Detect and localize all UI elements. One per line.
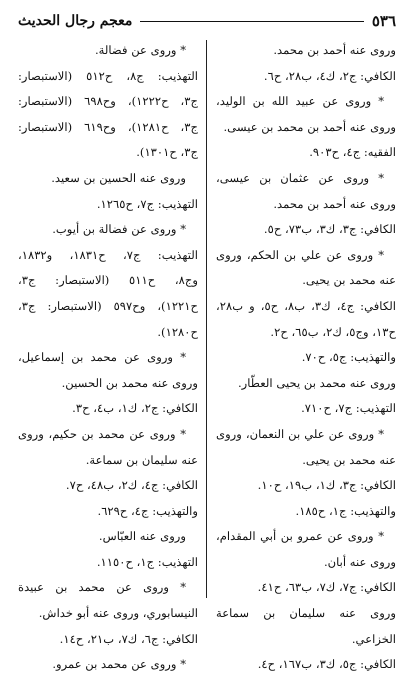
header-rule [140,21,363,22]
entry-line: وروى عنه محمد بن الحسين. [61,375,198,390]
entry-line: * وروى عن علي بن النعمان، وروى [216,426,384,441]
entry-line: * وروى عن محمد بن عبيدة [18,580,186,595]
entry-line: النيسابوري، وروى عنه أبو خداش. [38,606,198,621]
entry-line: الخزاعي. [351,631,396,646]
entry-line: وج٨، ح٥١١ (الاستبصار: ج٣، [18,273,198,288]
entry-line: * وروى عن عمرو بن أبي المقدام، [216,529,384,544]
entry-line: الكافي: ج٣، ك٣، ب٧٣، ح٥. [263,222,396,237]
entry-line: * وروى عن محمد بن عمرو. [52,657,186,672]
entry-line: التهذيب: ج٧، ح١٨٣١، و١٨٣٢، [18,247,198,262]
entry-line: ج٣، ح١٣٠١). [136,145,198,160]
entry-line: الكافي: ج٤، ك٢، ب٤٨، ح٧. [65,478,198,493]
page-number: ٥٣٦ [371,12,396,30]
left-column [18,38,198,672]
entry-line: الكافي: ج٦، ك٧، ب٢١، ح١٤. [59,631,198,646]
entry-line: الكافي: ج٣، ك١، ب١٩، ح١٠. [257,478,396,493]
entry-line: * وروى عن فضالة بن أيوب. [52,222,186,237]
entry-line: والتهذيب: ج٥، ح٧٠. [301,350,396,365]
entry-line: وروى عنه سليمان بن سماعة [216,606,396,621]
entry-line: وروى عنه العبّاس. [98,529,186,544]
entry-line: وروى عنه الحسين بن سعيد. [51,170,186,185]
entry-line: * وروى عن فضالة. [94,43,186,57]
entry-line: الكافي: ج٤، ك٣، ب٨، ح٥، و ب٢٨، [216,298,396,313]
right-column [216,38,396,672]
entry-line: ح١٢٢١)، وح٥٩٧ (الاستبصار: ج٣، [18,298,198,313]
entry-line: التهذيب: ج٧، ح١٢٦٥. [96,196,198,211]
entry-line: وروى عنه أحمد بن محمد بن عيسى. [223,119,396,134]
entry-line: الكافي: ج٢، ك١، ب٤، ح٣. [72,401,198,416]
entry-line: ح١٣، وج٥، ك٢، ب٦٥، ح٢. [270,324,396,339]
book-title: معجم رجال الحديث [18,13,133,29]
entry-line: * وروى عن عثمان بن عيسى، [216,170,384,185]
text-columns [18,38,396,672]
entry-line: ج٣، ح١٢٢٢)، وح٦٩٨ (الاستبصار: [18,94,198,109]
entry-line: وروى عنه أبان. [323,554,396,569]
entry-line: عنه سليمان بن سماعة. [85,452,198,467]
entry-line: * وروى عن عبيد الله بن الوليد، [216,94,384,109]
entry-line: ج٣، ح١٢٨١)، وح٦١٩ (الاستبصار: [18,119,198,134]
entry-line: والتهذيب: ج١، ح١٨٥. [295,503,396,518]
entry-line: ح١٢٨٠). [157,324,198,339]
entry-line: الكافي: ج٧، ك٧، ب٦٣، ح٤١. [257,580,396,595]
entry-line: والتهذيب: ج٤، ح٦٢٩. [97,503,198,518]
entry-line: الفقيه: ج٤، ح٩٠٣. [309,145,396,160]
entry-line: التهذيب: ج٨، ح٥١٢ (الاستبصار: [18,68,198,83]
column-divider [206,40,207,598]
entry-line: * وروى عن محمد بن حكيم، وروى [18,426,186,441]
entry-line: وروى عنه محمد بن يحيى العطّار. [237,375,396,390]
entry-line: وروى عنه أحمد بن محمد. [273,196,396,211]
entry-line: * وروى عن علي بن الحكم، وروى [216,247,384,262]
entry-line: الكافي: ج٥، ك٣، ب١٦٧، ح٤. [257,657,396,672]
entry-line: التهذيب: ج٧، ح٧١٠. [301,401,396,416]
entry-line: عنه محمد بن يحيى. [302,452,396,467]
entry-line: الكافي: ج٢، ك٤، ب٢٨، ح٦. [263,68,396,83]
page-header [18,8,396,34]
entry-line: وروى عنه أحمد بن محمد. [273,43,396,57]
entry-line: * وروى عن محمد بن إسماعيل، [18,350,186,365]
entry-line: التهذيب: ج١، ح١١٥٠. [96,554,198,569]
entry-line: عنه محمد بن يحيى. [302,273,396,288]
